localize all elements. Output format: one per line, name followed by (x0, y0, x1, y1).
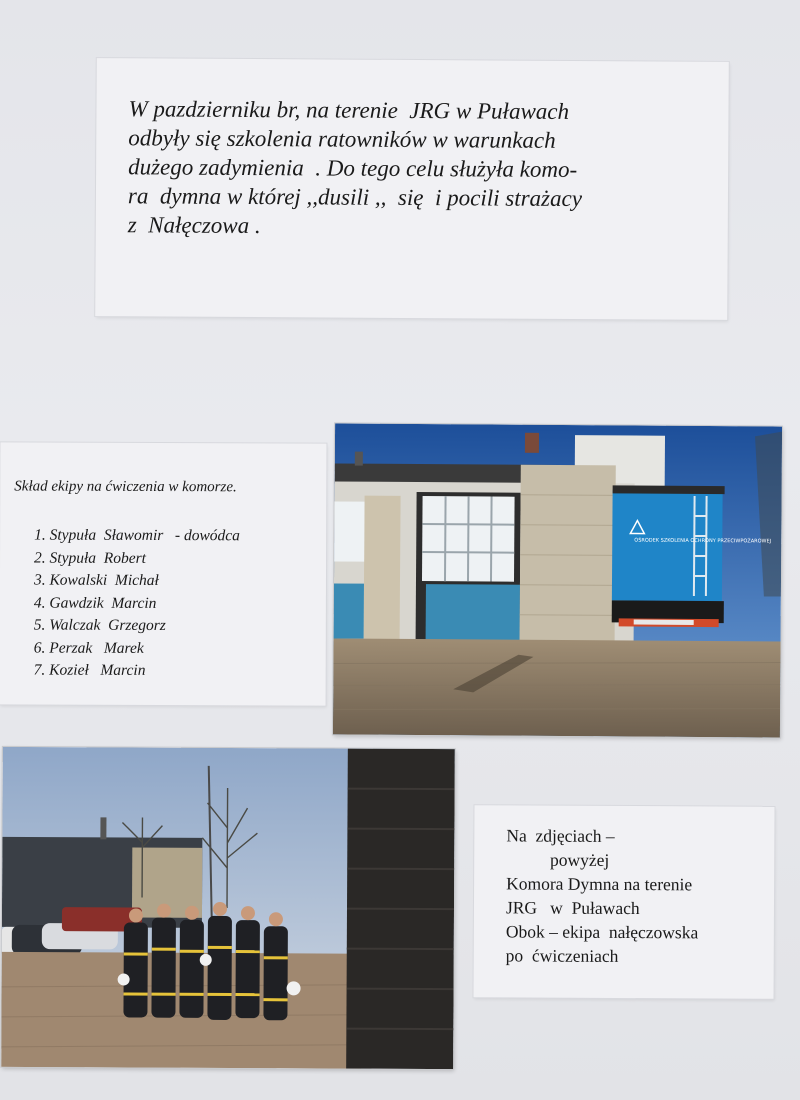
crew-note (0, 442, 326, 705)
crew-illustration (1, 747, 455, 1069)
intro-line: z Nałęczowa . (127, 212, 261, 239)
crew-member: 6. Perzak Marek (33, 639, 144, 657)
crew-member: 4. Gawdzik Marcin (33, 594, 157, 612)
intro-line: W pazdzierniku br, na terenie JRG w Puławach (128, 96, 570, 124)
intro-line: dużego zadymienia . Do tego celu służyła komo- (128, 154, 578, 183)
caption-note (473, 805, 774, 999)
caption-line: Na zdjęciach – (506, 825, 615, 846)
trailer-text: OŚRODEK SZKOLENIA OCHRONY PRZECIWPOŻAROWEJ (634, 537, 772, 545)
crew-photo (1, 747, 455, 1069)
intro-line: ra dymna w której ,,dusili ,, się i pocili strażacy (127, 183, 583, 212)
caption-text (506, 823, 699, 968)
crew-list (34, 525, 240, 683)
intro-line: odbyły się szkolenia ratowników w warunkach (128, 125, 556, 153)
crew-member: 5. Walczak Grzegorz (33, 616, 166, 635)
crew-member: 3. Kowalski Michał (33, 571, 159, 589)
caption-line: powyżej (506, 849, 610, 870)
crew-heading: Skład ekipy na ćwiczenia w komorze. (14, 478, 237, 496)
caption-line: JRG w Puławach (505, 897, 640, 919)
crew-member: 7. Kozieł Marcin (33, 661, 146, 679)
smoke-chamber-illustration (333, 423, 782, 737)
smoke-chamber-photo (333, 423, 782, 737)
intro-paragraph (128, 94, 709, 243)
caption-line: Obok – ekipa nałęczowska (505, 921, 699, 943)
intro-note (95, 58, 729, 320)
caption-line: po ćwiczeniach (505, 945, 619, 966)
crew-member: 2. Stypuła Robert (34, 549, 147, 567)
crew-member: 1. Stypuła Sławomir - dowódca (34, 526, 240, 545)
caption-line: Komora Dymna na terenie (506, 873, 693, 895)
